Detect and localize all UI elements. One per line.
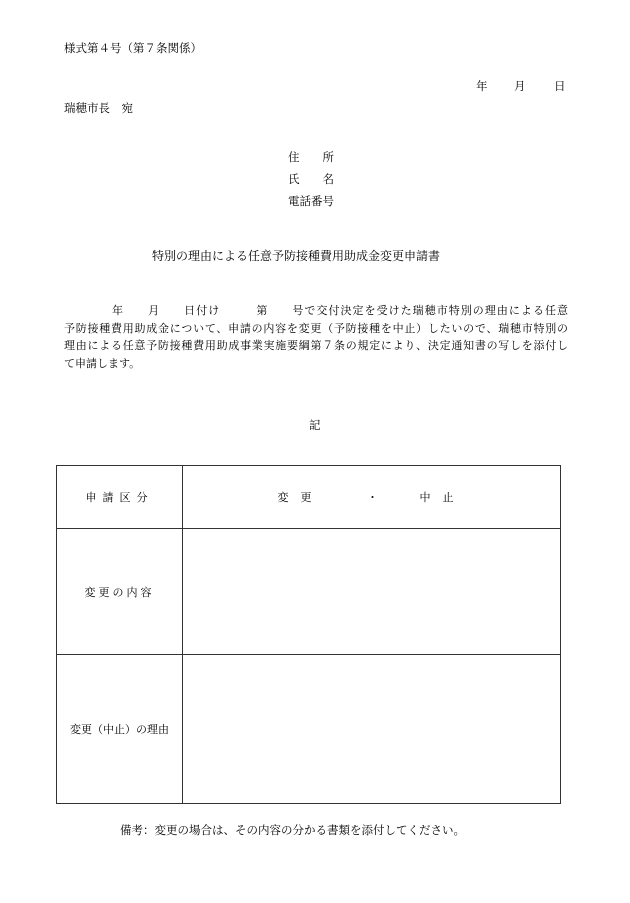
date-day: 日: [554, 79, 566, 93]
body-paragraph: [64, 302, 568, 372]
table-row: [57, 466, 561, 529]
reason-field[interactable]: [183, 655, 561, 804]
reason-label: 変更（中止）の理由: [57, 655, 183, 804]
date-line: [476, 78, 566, 94]
remarks-note: 備考：変更の場合は、その内容の分かる書類を添付してください。: [120, 823, 465, 837]
table-row: [57, 529, 561, 655]
applicant-block: [288, 146, 334, 212]
date-month: 月: [514, 79, 526, 93]
option-cancel[interactable]: 中止: [419, 491, 466, 504]
address-label: 住 所: [288, 150, 334, 164]
application-table: [56, 465, 561, 804]
name-label: 氏 名: [288, 172, 334, 186]
application-category-label: 申請区分: [57, 466, 183, 529]
change-content-label: 変更の内容: [57, 529, 183, 655]
option-separator: ・: [367, 491, 378, 504]
change-content-field[interactable]: [183, 529, 561, 655]
body-line-4: て申請します。: [64, 356, 141, 370]
phone-label: 電話番号: [288, 194, 334, 208]
application-category-options[interactable]: [183, 466, 561, 529]
addressee: 瑞穂市長 宛: [64, 101, 133, 115]
date-year: 年: [476, 79, 488, 93]
body-line-2: 予防接種費用助成金について、申請の内容を変更（予防接種を中止）したいので、瑞穂市特別の: [64, 321, 568, 335]
ki-heading: 記: [309, 418, 321, 432]
table-row: [57, 655, 561, 804]
document-title: 特別の理由による任意予防接種費用助成金変更申請書: [152, 249, 441, 263]
form-number: 様式第４号（第７条関係）: [64, 41, 202, 55]
option-change[interactable]: 変更: [277, 491, 324, 504]
body-line-3: 理由による任意予防接種費用助成事業実施要綱第７条の規定により、決定通知書の写しを添付し: [64, 339, 568, 352]
body-line-1: 年 月 日付け 第 号で交付決定を受けた瑞穂市特別の理由による任意: [112, 304, 568, 317]
